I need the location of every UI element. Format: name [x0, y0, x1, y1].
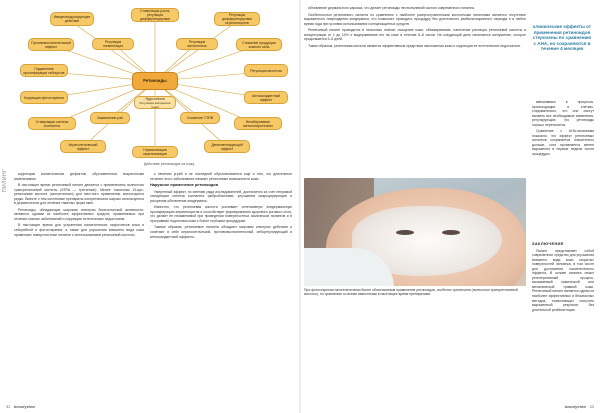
magazine-name: beautyeiwe — [13, 404, 36, 409]
left-folio — [6, 404, 35, 409]
core-title: Ядро клетки — [145, 96, 165, 101]
diagram-node: Депигментирующий эффект — [204, 140, 250, 153]
diagram-node: Стимуляция синтеза коллагена — [28, 117, 76, 130]
retinoid-effects-diagram — [14, 6, 296, 168]
diagram-node: Регуляция ангиогенеза — [176, 38, 218, 50]
diagram-node: Заживление ран — [90, 112, 130, 124]
left-column-1 — [14, 172, 144, 239]
photo-eye — [442, 230, 460, 235]
paragraph: Пилинг представляет собой современное средство для улучшения внешнего вида кожи открытых поверхностей человека, в том числе для достижения косметического эффекта. В основе пилинга лежит регенеративный процесс, вызываемый химической или механической травмой кожи. Ретиноевый пилинг является одним из наиболее эффективных и безопасных методов, позволяющих получить выраженный результат без длительной реабилитации. — [532, 248, 594, 312]
paragraph: Умеренный эффект, по мнению ряда исследователей, достигается за счет непрямой стимуляции синтеза коллагена фибробластами, улучшения микроциркуляции и ускорения обновления эпидермиса. — [150, 189, 292, 203]
right-column-1 — [304, 6, 526, 50]
right-side-column — [532, 100, 594, 159]
paragraph: вмешиваясь в процессы, происходящие в клетках, следовательно, что они смогут вызвать все необходимые изменения, регулирующие, что ретиноиды хорошо переносятся. — [532, 100, 594, 127]
section-tab: ПИЛИНГ — [2, 168, 8, 192]
conclusion-heading: ЗАКЛЮЧЕНИЕ — [532, 241, 564, 246]
diagram-core-node — [134, 96, 176, 109]
right-page — [300, 0, 600, 413]
diagram-node: Иммуномодулирующее действие — [50, 12, 94, 26]
paragraph: Ретиноиды, обладающие широким спектром биологической активности, являются одними из наиболее эффективных средств, применяемых при лечении кожных заболеваний и коррекции эстетических недостатков. — [14, 207, 144, 221]
magazine-name: beautyeiwe — [564, 404, 587, 409]
diagram-node: Регуляция дифференцировки кератиноцитов — [214, 12, 260, 26]
core-subtitle: Регуляция экспрессии генов — [139, 100, 171, 109]
face-mask-photo — [304, 178, 526, 286]
diagram-node: Регуляция апоптоза — [244, 64, 288, 77]
paragraph: обновление дермального каркаса, что делает ретиноиды неотъемлемой частью современного пилинга. — [308, 6, 475, 10]
paragraph: к лечению угрей и не последней обусловливается еще и тем, что длительное лечение этого заболевания снижает ретиноевые возможности кожи. — [150, 172, 292, 181]
diagram-node: Подавление пролиферации себоцитов — [20, 64, 68, 77]
section-heading: Наружное применение ретиноидов — [150, 182, 219, 188]
left-column-2 — [150, 172, 292, 241]
paragraph: Таким образом, ретиноевая кислота является эффективным средством омоложения кожи и коррекции ее эстетических недостатков. — [308, 43, 521, 48]
right-folio — [565, 404, 594, 409]
diagram-node: Кератолитический эффект — [60, 140, 106, 153]
diagram-node: Нормализация кератинизации — [132, 146, 178, 158]
page-number: 32 — [6, 404, 11, 409]
paragraph: Особенностью ретиноевого пилинга по сравнению с наиболее распространенными кислотными пилингами является отсутствие выраженного повреждения эпидермиса, что позволяет проводить процедуру без длительного реабилитационного периода и в любое время года при условии использования солнцезащитных средств. — [304, 12, 526, 26]
paragraph: Ретиноевый пилинг проводится в несколько этапов: очищение кожи, обезжиривание, нанесение раствора ретиноевой кислоты в концентрации от 1 до 10% и выдерживание его на коже в течение 6–8 часов. На следующий день начинается шелушение, которое продолжается 3–5 дней. — [304, 28, 526, 42]
paragraph: В настоящее время ретиноевый пилинг делается с применением полностью трансретиноевой кислоты (ATRA — третиноин). Менее токсичная 13-цис-ретиноевая кислота (изотретиноин) для местного применения используется редко. Вместе с тем системные препараты изотретиноина широко используются в дерматологии для лечения тяжелых форм акне. — [14, 183, 144, 206]
diagram-center-node: Ретиноиды — [132, 72, 178, 90]
diagram-node: Антиоксидантный эффект — [244, 91, 288, 104]
diagram-node: Противовоспалительный эффект — [28, 38, 74, 51]
paragraph: Такими образом, ретиноевые пилинги обладают широким спектром действия и сочетают в себе кератолитический, противовоспалительный, себорегулирующий и антиоксидантный эффекты. — [150, 225, 292, 239]
diagram-caption: Действие ретиноидов на кожу. — [144, 162, 195, 166]
diagram-node: Снижение ТЭПВ — [180, 112, 220, 124]
page-number: 33 — [589, 404, 594, 409]
diagram-node: Ингибирование металлопротеиназ — [234, 117, 282, 130]
photo-caption: При фотостарении патогенетически более обоснованным применение ретиноидов, особенно третиноина (полностью трансретиноевой кислоты), по сравнению со всеми известными в настоящее время препаратами. — [304, 288, 518, 297]
paragraph: коррекцию косметических дефектов, обусловленных возрастными изменениями. — [14, 172, 144, 181]
diagram-node: Регуляция пигментации — [92, 38, 134, 50]
paragraph: В настоящее время для устранения косметических недостатков кожи и себорейной и фотостарения, а также для улучшения внешнего вида кожи применяют поверхностные пилинги с использованием ретиноевой кислоты. — [14, 223, 144, 237]
pull-quote: клинические эффекты от применения ретиноидов стерочены по сравнению с AHA, но сохраняются в течение 4 месяцев — [532, 24, 592, 52]
diagram-node: Снижение продукции кожного сала — [236, 38, 282, 51]
photo-eye — [396, 230, 414, 235]
diagram-node: Стимуляция роста, регуляция дифференцировки — [131, 8, 179, 22]
paragraph: Сравнение с AHA-пилингами показало, что эффект ретиноевых пилингов сохраняется значительно дольше, хотя проявляется менее выраженно в первые недели после процедуры. — [532, 129, 594, 157]
paragraph: Известно, что ретиноевая кислота усиливает интенсивную эпидермальную пролиферацию кератиноцитов и способствует формированию здорового рогового слоя, что делает ее незаменимой при проведении поверхностных химических пилингов и в программах подготовки кожи к более глубоким процедурам. — [150, 205, 292, 223]
conclusion-column — [532, 240, 594, 314]
diagram-node: Коррекция фотостарения — [20, 91, 68, 104]
